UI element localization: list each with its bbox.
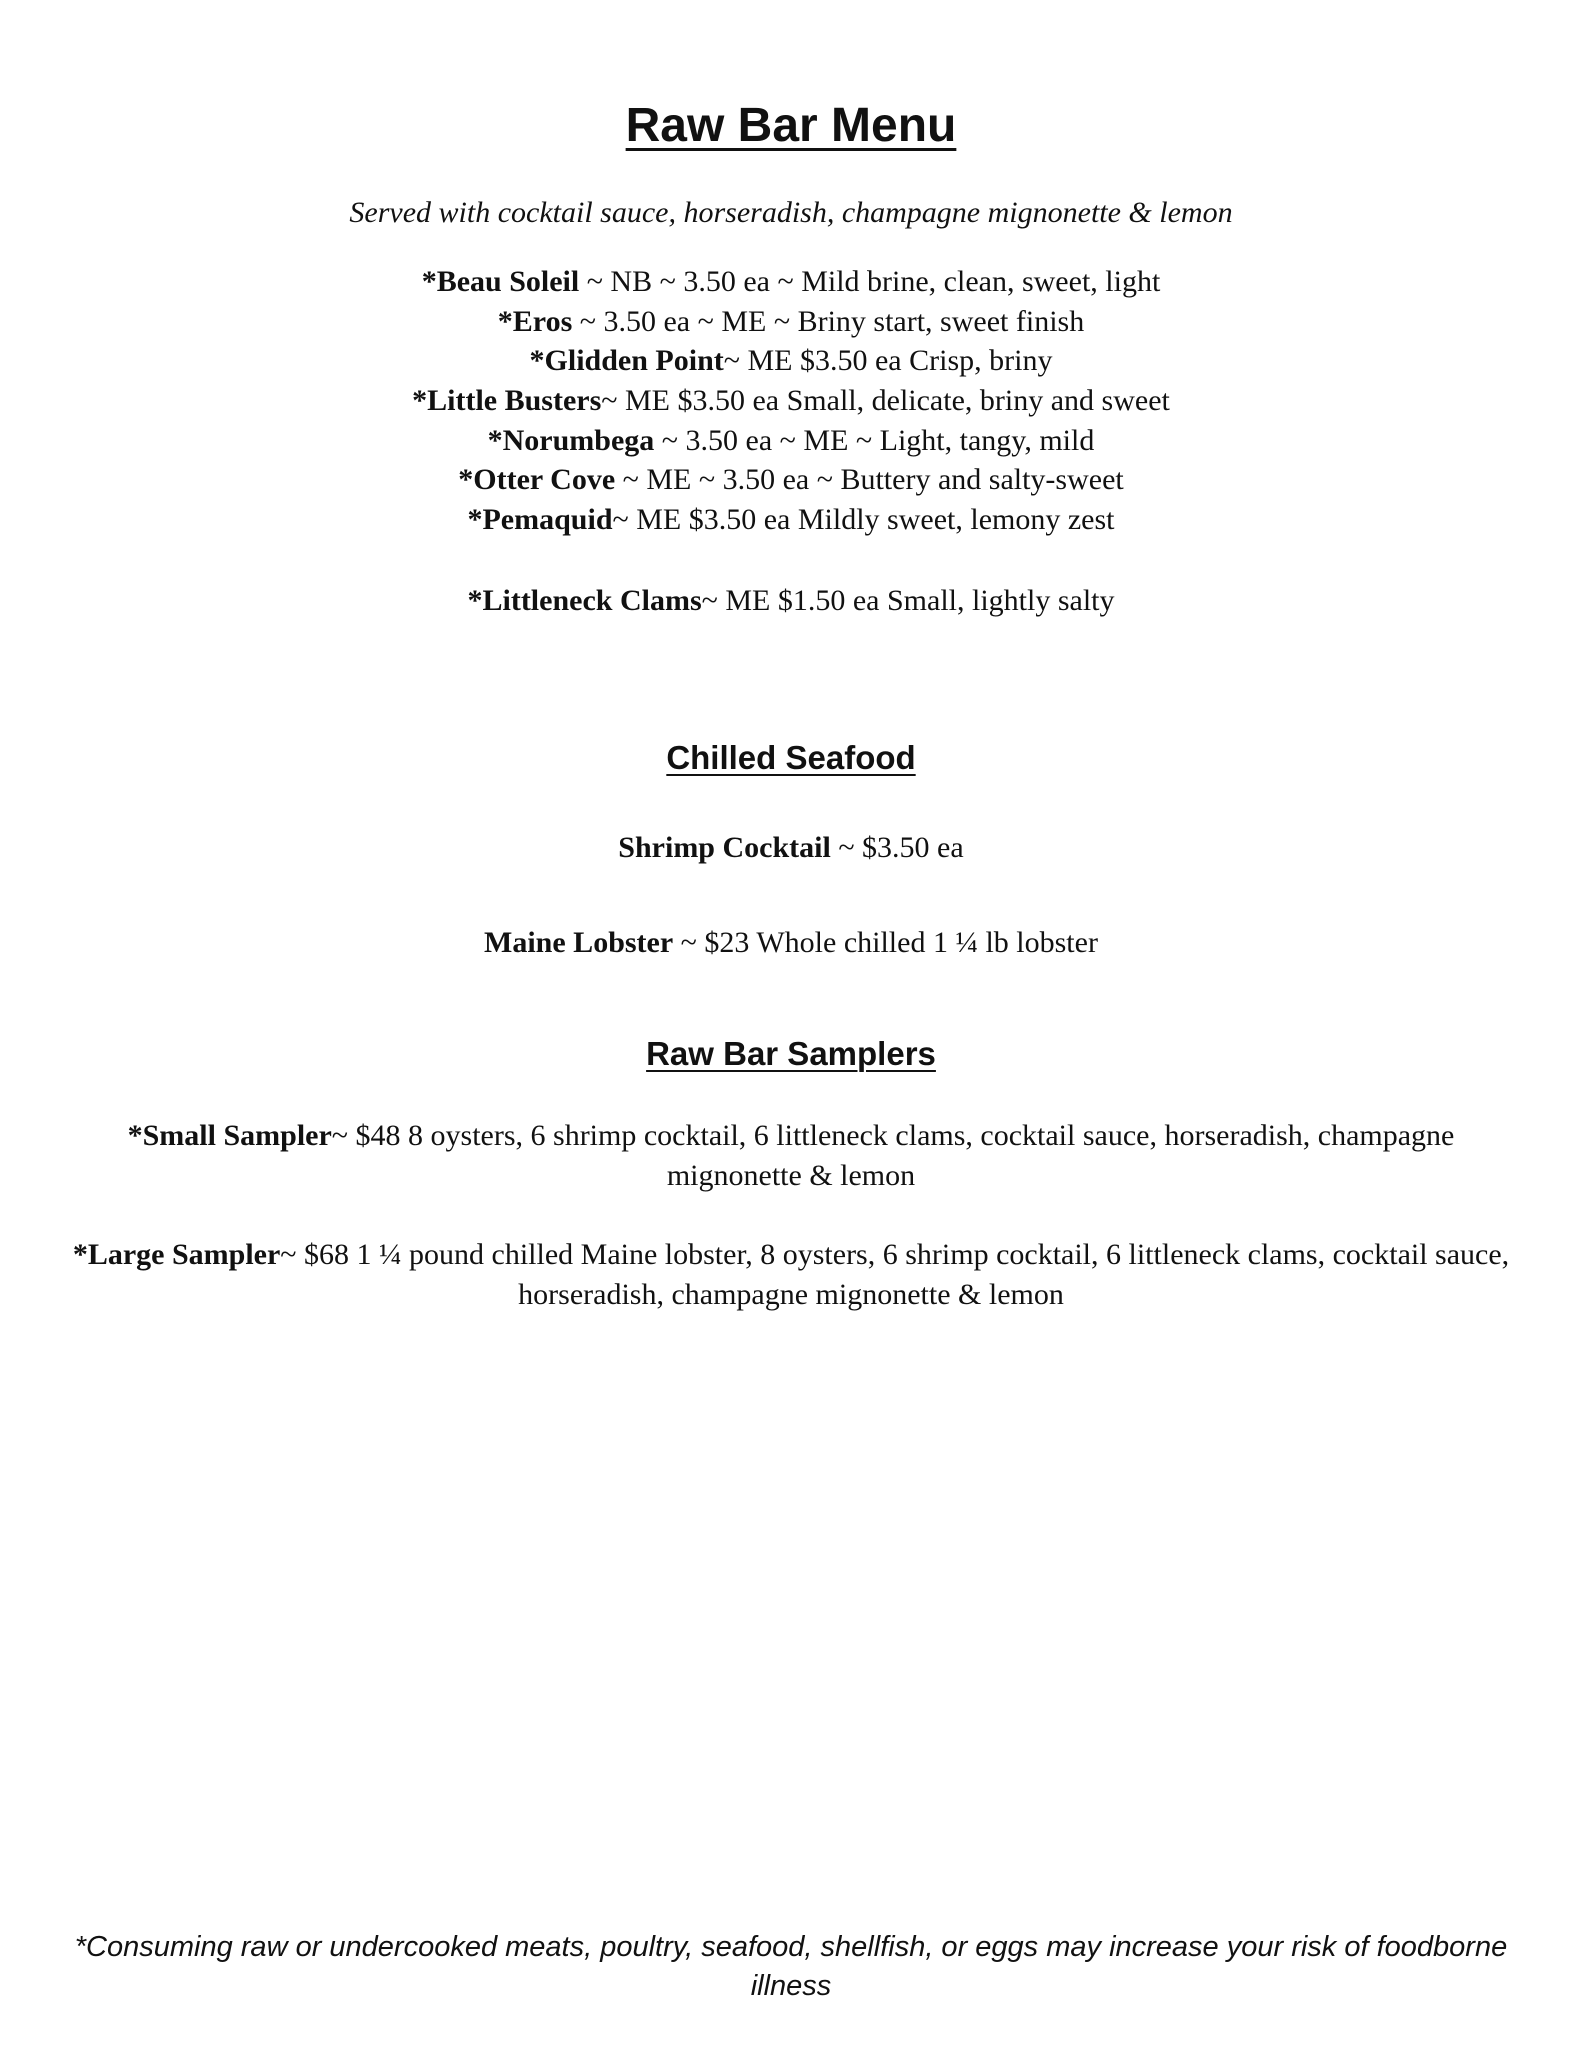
page-title: Raw Bar Menu [625, 99, 957, 152]
menu-item-norumbega [412, 421, 1170, 461]
item-desc: ~ ME ~ 3.50 ea ~ Buttery and salty-sweet [615, 463, 1124, 497]
item-desc: ~ $3.50 ea [830, 830, 964, 864]
menu-item-eros [412, 302, 1170, 342]
menu-item-shrimp-cocktail [618, 828, 963, 868]
item-name: *Glidden Point [529, 344, 724, 378]
item-desc: ~ 3.50 ea ~ ME ~ Light, tangy, mild [654, 423, 1095, 457]
menu-item-beau-soleil [412, 262, 1170, 302]
menu-item-maine-lobster [484, 923, 1098, 963]
item-desc: ~ ME $1.50 ea Small, lightly salty [701, 584, 1115, 618]
item-name: *Little Busters [412, 383, 602, 417]
item-desc: ~ $68 1 ¼ pound chilled Maine lobster, 8 oysters, 6 shrimp cocktail, 6 littleneck clams, cocktail sauce, horseradish, champagne mignonette & lemon [280, 1238, 1510, 1311]
item-name: *Large Sampler [72, 1238, 281, 1272]
menu-item-large-sampler [61, 1235, 1521, 1314]
section-heading-chilled-seafood: Chilled Seafood [666, 738, 916, 776]
menu-subtitle: Served with cocktail sauce, horseradish, champagne mignonette & lemon [349, 196, 1233, 230]
menu-item-littleneck-clams [467, 581, 1114, 621]
item-desc: ~ NB ~ 3.50 ea ~ Mild brine, clean, sweet, light [579, 265, 1161, 299]
item-name: *Small Sampler [127, 1118, 332, 1152]
menu-item-small-sampler [61, 1116, 1521, 1195]
item-name: *Pemaquid [467, 502, 613, 536]
item-desc: ~ $23 Whole chilled 1 ¼ lb lobster [673, 926, 1098, 960]
menu-item-little-busters [412, 381, 1170, 421]
item-name: Maine Lobster [484, 926, 674, 960]
oyster-list [412, 262, 1170, 539]
item-desc: ~ $48 8 oysters, 6 shrimp cocktail, 6 littleneck clams, cocktail sauce, horseradish, champagne mignonette & lemon [331, 1118, 1455, 1192]
menu-item-pemaquid [412, 500, 1170, 540]
item-name: *Littleneck Clams [467, 584, 702, 618]
footer-disclaimer: *Consuming raw or undercooked meats, poultry, seafood, shellfish, or eggs may increase your risk of foodborne illness [74, 1930, 1508, 2002]
item-desc: ~ ME $3.50 ea Small, delicate, briny and sweet [601, 383, 1170, 417]
item-name: *Eros [497, 304, 573, 338]
item-name: *Otter Cove [458, 463, 616, 497]
menu-item-glidden-point [412, 341, 1170, 381]
item-name: *Beau Soleil [421, 265, 580, 299]
section-heading-raw-bar-samplers: Raw Bar Samplers [646, 1035, 936, 1073]
item-desc: ~ 3.50 ea ~ ME ~ Briny start, sweet finish [572, 304, 1085, 338]
item-desc: ~ ME $3.50 ea Mildly sweet, lemony zest [612, 502, 1115, 536]
item-name: Shrimp Cocktail [618, 830, 831, 864]
item-desc: ~ ME $3.50 ea Crisp, briny [723, 344, 1053, 378]
menu-item-otter-cove [412, 460, 1170, 500]
item-name: *Norumbega [487, 423, 655, 457]
